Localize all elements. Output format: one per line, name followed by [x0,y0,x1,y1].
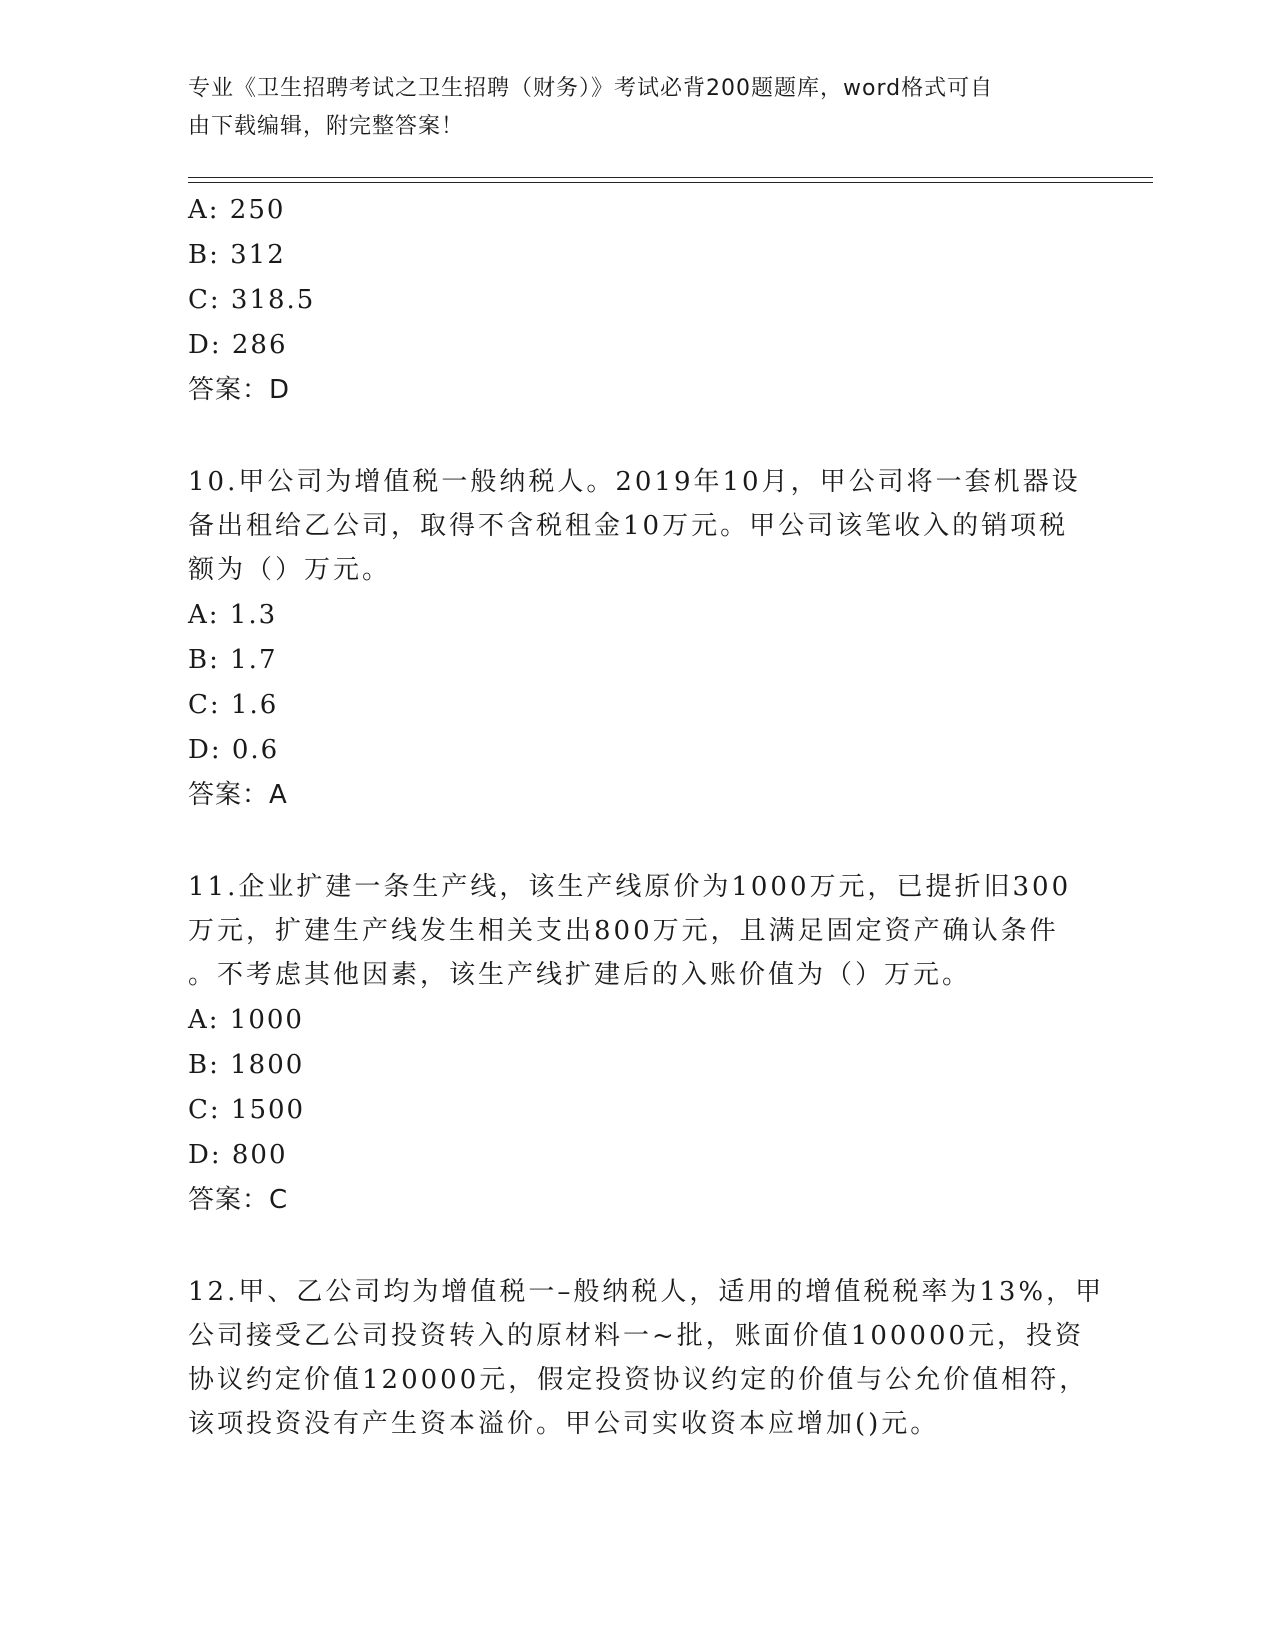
q11-option-d: D: 800 [188,1140,288,1170]
q12-text-line-3: 协议约定价值120000元，假定投资协议约定的价值与公允价值相符， [188,1365,1089,1395]
q11-option-a: A: 1000 [188,1005,304,1035]
q9-option-d: D: 286 [188,330,288,360]
q9-option-c: C: 318.5 [188,285,316,315]
q10-option-b: B: 1.7 [188,645,278,675]
q10-text-line-1: 10.甲公司为增值税一般纳税人。2019年10月，甲公司将一套机器设 [188,467,1081,497]
q10-option-d: D: 0.6 [188,735,280,765]
q10-answer: 答案：A [188,780,288,810]
q10-text-line-3: 额为（）万元。 [188,555,392,585]
header-divider-bottom [188,182,1153,183]
q12-text-line-2: 公司接受乙公司投资转入的原材料一~批，账面价值100000元，投资 [188,1321,1085,1351]
q9-option-a: A: 250 [188,195,286,225]
q12-text-line-1: 12.甲、乙公司均为增值税一–般纳税人，适用的增值税税率为13%，甲 [188,1277,1105,1307]
q10-option-c: C: 1.6 [188,690,279,720]
q11-text-line-1: 11.企业扩建一条生产线，该生产线原价为1000万元，已提折旧300 [188,872,1072,902]
q9-option-b: B: 312 [188,240,286,270]
q10-option-a: A: 1.3 [188,600,278,630]
document-header [188,70,1068,146]
header-line-2: 由下载编辑，附完整答案！ [188,114,465,139]
q11-text-line-2: 万元，扩建生产线发生相关支出800万元，且满足固定资产确认条件 [188,916,1059,946]
q9-answer: 答案：D [188,375,291,405]
header-line-1: 专业《卫生招聘考试之卫生招聘（财务）》考试必背200题题库，word格式可自 [188,76,994,101]
q11-text-line-3: 。不考虑其他因素，该生产线扩建后的入账价值为（）万元。 [188,960,972,990]
q10-text-line-2: 备出租给乙公司，取得不含税租金10万元。甲公司该笔收入的销项税 [188,511,1069,541]
q11-option-c: C: 1500 [188,1095,306,1125]
q12-text-line-4: 该项投资没有产生资本溢价。甲公司实收资本应增加()元。 [188,1409,940,1439]
q11-option-b: B: 1800 [188,1050,305,1080]
q11-answer: 答案：C [188,1185,289,1215]
header-divider-top [188,177,1153,178]
